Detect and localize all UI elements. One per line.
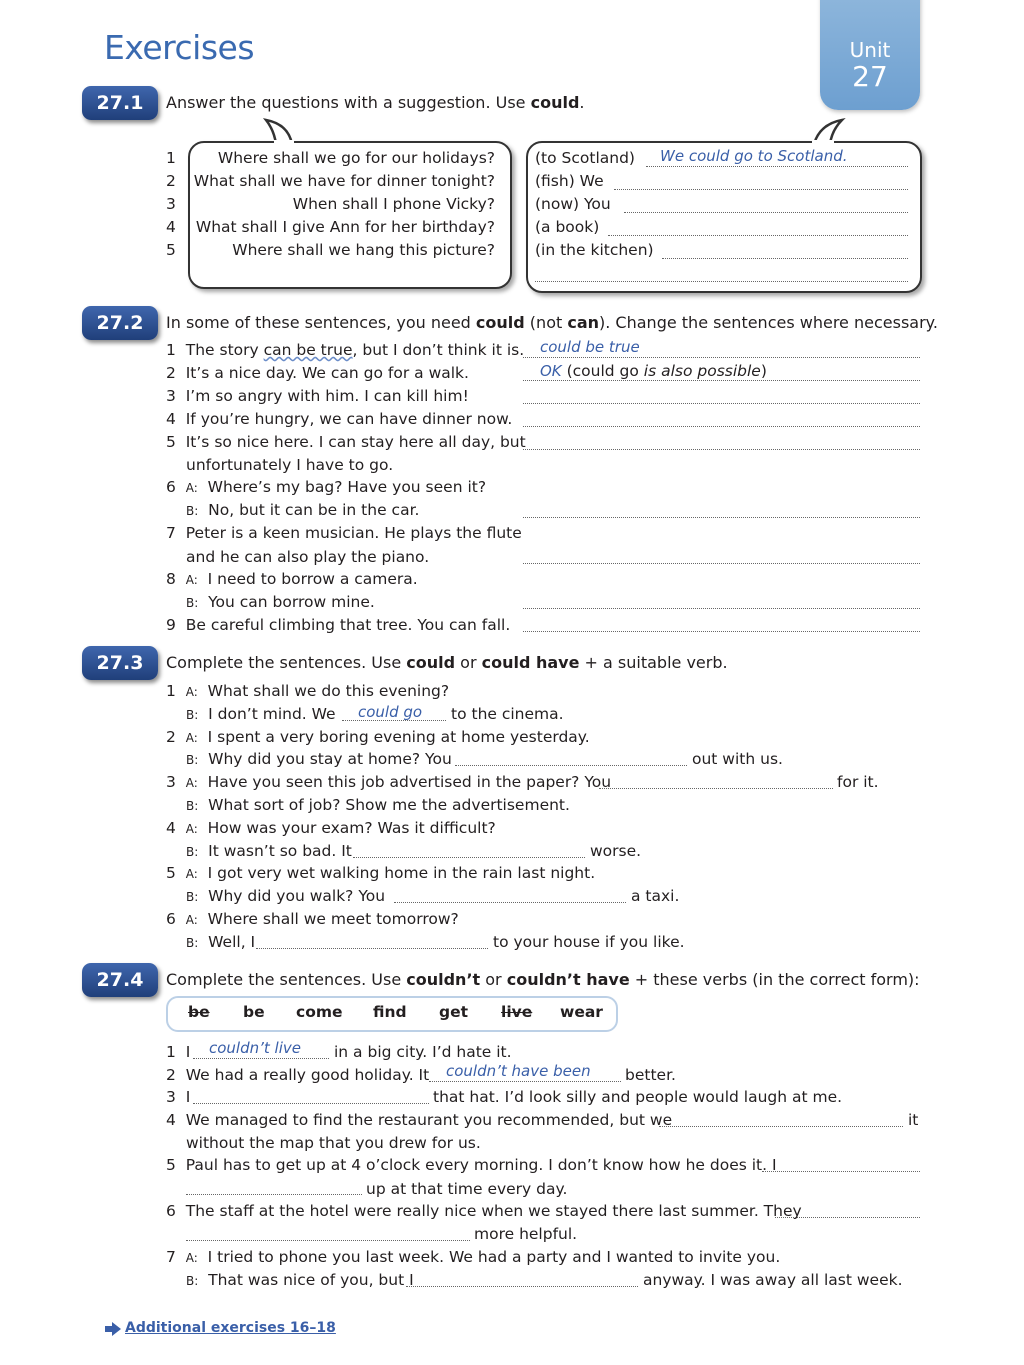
ex4-item-b: B: That was nice of you, but I <box>186 1271 414 1289</box>
arrow-right-icon <box>104 1321 122 1337</box>
ex1-answer-blank[interactable] <box>535 281 908 282</box>
ex4-item-cont: more helpful. <box>474 1225 578 1243</box>
ex1-hint: (a book) <box>535 218 600 236</box>
ex2-item: 1 The story can be true, but I don’t think it is. <box>166 341 525 359</box>
ex3-item: 6 A: Where shall we meet tomorrow? <box>166 910 459 928</box>
ex4-item: 7 A: I tried to phone you last week. We had a party and I wanted to invite you. <box>166 1248 781 1266</box>
exercise-badge-27-4: 27.4 <box>82 963 158 997</box>
ex4-answer-blank[interactable] <box>775 1217 920 1218</box>
ex2-item-b: B: You can borrow mine. <box>186 593 375 611</box>
unit-number: 27 <box>852 60 888 93</box>
exercise-instruction: Complete the sentences. Use could or could have + a suitable verb. <box>166 653 728 672</box>
ex1-item-5: 5 <box>166 241 176 259</box>
ex3-item-b-post: out with us. <box>692 750 783 768</box>
page-title: Exercises <box>104 28 255 67</box>
word-item: find <box>373 1003 407 1021</box>
ex1-item-3: 3 <box>166 195 176 213</box>
ex4-answer-blank[interactable] <box>762 1171 920 1172</box>
ex4-item: 2 We had a really good holiday. It <box>166 1066 430 1084</box>
ex1-answer[interactable]: We could go to Scotland. <box>660 147 848 165</box>
exercise-instruction: In some of these sentences, you need could (not can). Change the sentences where necessary. <box>166 313 938 332</box>
ex3-item-b: B: Well, I <box>186 933 256 951</box>
ex2-item: 9 Be careful climbing that tree. You can fall. <box>166 616 511 634</box>
ex1-hint: (to Scotland) <box>535 149 635 167</box>
ex3-item: 1 A: What shall we do this evening? <box>166 682 450 700</box>
ex2-item: 7 Peter is a keen musician. He plays the flute <box>166 524 522 542</box>
unit-label: Unit <box>849 38 891 62</box>
ex4-answer-blank[interactable] <box>193 1103 429 1104</box>
ex4-item-post: it <box>908 1111 919 1129</box>
word-item: come <box>296 1003 343 1021</box>
ex3-item-b: B: It wasn’t so bad. It <box>186 842 352 860</box>
ex2-answer-blank[interactable] <box>523 449 920 450</box>
ex3-answer-blank[interactable] <box>353 857 585 858</box>
ex4-answer-blank[interactable] <box>186 1240 470 1241</box>
ex3-answer[interactable]: could go <box>358 703 423 721</box>
ex1-answer-blank[interactable] <box>624 212 908 213</box>
ex3-answer-blank[interactable] <box>599 788 833 789</box>
ex2-item-cont: unfortunately I have to go. <box>186 456 394 474</box>
ex1-answer-blank[interactable] <box>608 235 908 236</box>
ex1-item-1: 1 <box>166 149 176 167</box>
ex1-answer-blank[interactable] <box>614 189 908 190</box>
exercise-badge-27-1: 27.1 <box>82 86 158 120</box>
wavy-underline: can be true <box>263 341 353 359</box>
ex4-item-post: that hat. I’d look silly and people would laugh at me. <box>433 1088 843 1106</box>
ex1-hint: (in the kitchen) <box>535 241 654 259</box>
ex4-item-post: better. <box>625 1066 676 1084</box>
exercise-badge-27-3: 27.3 <box>82 646 158 680</box>
ex4-item: 6 The staff at the hotel were really nice when we stayed there last summer. They <box>166 1202 802 1220</box>
ex2-item: 4 If you’re hungry, we can have dinner now. <box>166 410 513 428</box>
exercise-instruction: Answer the questions with a suggestion. Use could. <box>166 93 585 112</box>
exercise-badge-27-2: 27.2 <box>82 306 158 340</box>
word-item: be <box>243 1003 265 1021</box>
ex4-answer[interactable]: couldn’t live <box>209 1039 301 1057</box>
ex3-answer-blank[interactable] <box>256 948 488 949</box>
ex2-answer[interactable]: OK (could go is also possible) <box>540 362 767 380</box>
word-item: be <box>188 1003 210 1021</box>
ex2-answer-blank[interactable] <box>523 426 920 427</box>
bubble-tail-left <box>258 118 298 146</box>
ex2-answer-blank[interactable] <box>523 517 920 518</box>
ex4-item: 4 We managed to find the restaurant you recommended, but we <box>166 1111 673 1129</box>
ex3-item-b: B: I don’t mind. We <box>186 705 336 723</box>
ex4-item: 3 I <box>166 1088 191 1106</box>
ex3-item-b-post: to your house if you like. <box>493 933 685 951</box>
ex1-question: What shall we have for dinner tonight? <box>193 172 495 190</box>
ex2-item-cont: and he can also play the piano. <box>186 548 430 566</box>
ex2-item: 8 A: I need to borrow a camera. <box>166 570 418 588</box>
ex3-item-b: B: What sort of job? Show me the advertisement. <box>186 796 570 814</box>
unit-tab <box>820 0 920 110</box>
ex4-item-b-post: anyway. I was away all last week. <box>643 1271 903 1289</box>
word-item: get <box>439 1003 469 1021</box>
ex4-answer[interactable]: couldn’t have been <box>446 1062 591 1080</box>
ex2-answer-blank[interactable] <box>523 608 920 609</box>
ex3-item-b-post: worse. <box>590 842 642 860</box>
ex2-item-b: B: No, but it can be in the car. <box>186 501 420 519</box>
word-item: wear <box>560 1003 603 1021</box>
exercise-instruction: Complete the sentences. Use couldn’t or couldn’t have + these verbs (in the correct form): <box>166 970 920 989</box>
ex2-item: 3 I’m so angry with him. I can kill him! <box>166 387 469 405</box>
ex4-answer-blank[interactable] <box>659 1126 903 1127</box>
ex4-item: 5 Paul has to get up at 4 o’clock every morning. I don’t know how he does it. I <box>166 1156 777 1174</box>
ex1-question: What shall I give Ann for her birthday? <box>195 218 495 236</box>
ex2-item: 5 It’s so nice here. I can stay here all day, but <box>166 433 526 451</box>
ex2-answer-blank[interactable] <box>523 631 920 632</box>
ex1-item-4: 4 <box>166 218 176 236</box>
ex3-item-b-post: a taxi. <box>631 887 680 905</box>
ex4-answer-blank[interactable] <box>186 1194 362 1195</box>
ex4-item-cont: without the map that you drew for us. <box>186 1134 481 1152</box>
ex3-item: 5 A: I got very wet walking home in the rain last night. <box>166 864 596 882</box>
ex2-item: 6 A: Where’s my bag? Have you seen it? <box>166 478 487 496</box>
ex3-item: 3 A: Have you seen this job advertised in the paper? You <box>166 773 612 791</box>
ex4-item-post: in a big city. I’d hate it. <box>334 1043 512 1061</box>
ex1-hint: (fish) We <box>535 172 604 190</box>
ex4-item: 1 I <box>166 1043 191 1061</box>
ex1-question: Where shall we go for our holidays? <box>217 149 495 167</box>
ex1-hint: (now) You <box>535 195 611 213</box>
bubble-tail-right <box>808 118 848 146</box>
ex3-item: 4 A: How was your exam? Was it difficult? <box>166 819 496 837</box>
word-item: live <box>501 1003 533 1021</box>
ex3-item: 2 A: I spent a very boring evening at home yesterday. <box>166 728 590 746</box>
ex4-answer-blank[interactable] <box>406 1286 638 1287</box>
ex3-item-b-post: to the cinema. <box>451 705 564 723</box>
ex1-answer-blank[interactable] <box>662 258 908 259</box>
ex2-answer-blank[interactable] <box>523 403 920 404</box>
ex1-question: When shall I phone Vicky? <box>292 195 495 213</box>
ex1-question: Where shall we hang this picture? <box>232 241 495 259</box>
ex2-answer-blank[interactable] <box>523 563 920 564</box>
ex2-answer[interactable]: could be true <box>540 338 640 356</box>
ex3-item-b: B: Why did you stay at home? You <box>186 750 452 768</box>
ex2-item: 2 It’s a nice day. We can go for a walk. <box>166 364 469 382</box>
ex3-answer-blank[interactable] <box>394 902 626 903</box>
ex3-item-b: B: Why did you walk? You <box>186 887 386 905</box>
ex3-answer-blank[interactable] <box>455 765 687 766</box>
ex4-item-cont: up at that time every day. <box>366 1180 568 1198</box>
additional-exercises-link[interactable]: Additional exercises 16–18 <box>125 1320 336 1336</box>
ex1-item-2: 2 <box>166 172 176 190</box>
ex3-item-a-post: for it. <box>837 773 879 791</box>
